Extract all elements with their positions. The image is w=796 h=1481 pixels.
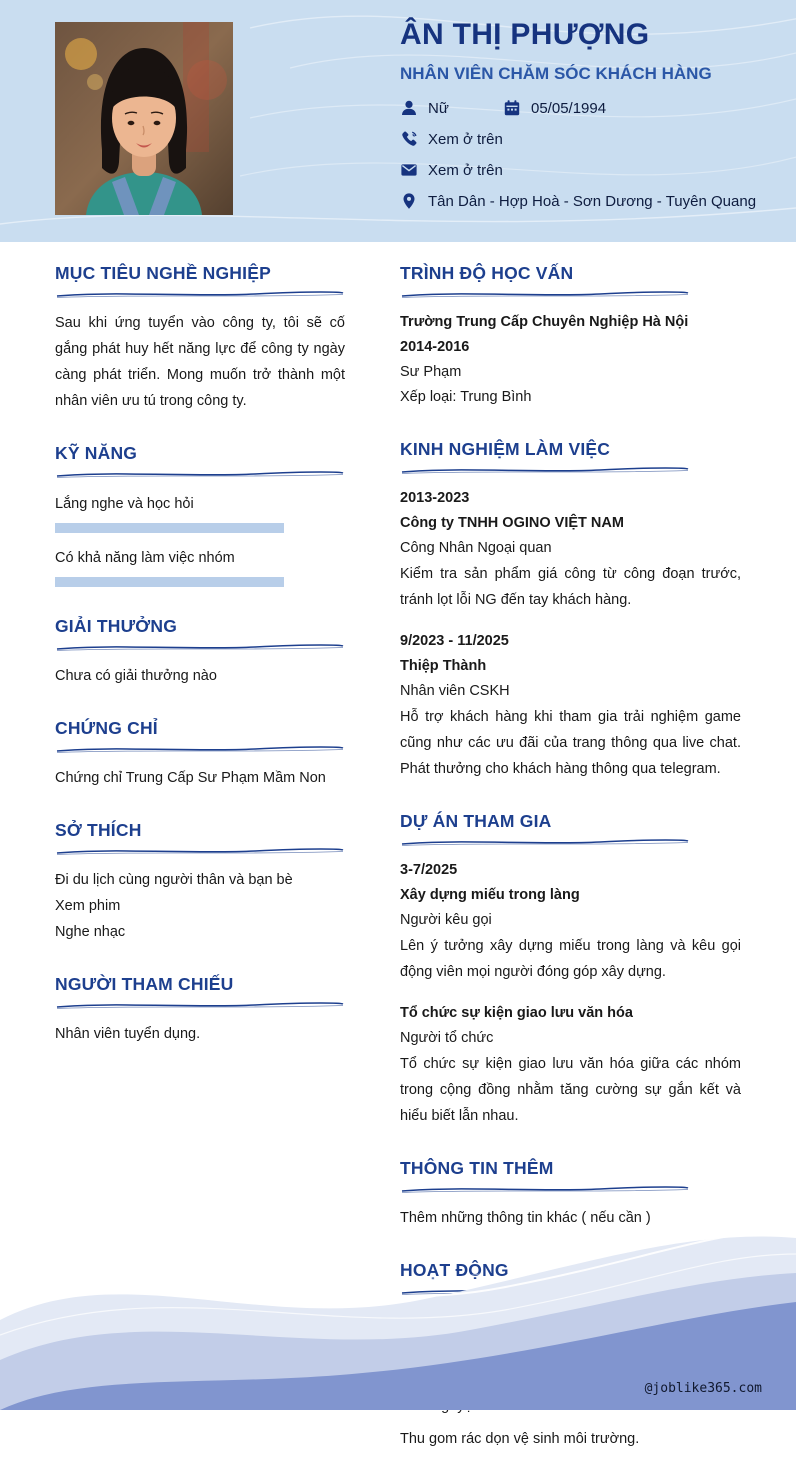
section-references [55,974,345,1047]
email-item [400,161,503,179]
skill-item [55,546,345,587]
experience-description: Kiểm tra sản phẩm giá công từ công đoạn trước, tránh lọt lỗi NG đến tay khách hàng. [400,566,741,608]
phone-item [400,130,503,148]
education-title: TRÌNH ĐỘ HỌC VẤN [400,263,574,283]
info-row-gender-dob [400,99,780,117]
activities-title: HOẠT ĐỘNG [400,1260,509,1280]
heading-underline [55,289,345,299]
person-icon [400,99,418,117]
experience-period: 2013-2023 [400,490,470,506]
dob-value: 05/05/1994 [531,99,607,117]
projects-title: DỰ ÁN THAM GIA [400,811,552,831]
experience-company: Thiệp Thành [400,658,487,674]
experience-entry [400,486,741,613]
certificates-text: Chứng chỉ Trung Cấp Sư Phạm Mầm Non [55,770,326,786]
heading-underline [400,465,690,475]
info-row-email [400,161,780,179]
project-entry [400,1001,741,1129]
awards-title: GIẢI THƯỞNG [55,616,178,636]
email-icon [400,161,418,179]
experience-description: Hỗ trợ khách hàng khi tham gia trải nghiệm game cũng như các ưu đãi của trang thông qua live chat. Phát thưởng cho khách hàng thông qua telegram. [400,709,741,777]
additional-info-title: THÔNG TIN THÊM [400,1158,554,1178]
skills-title: KỸ NĂNG [55,443,138,463]
heading-underline [55,846,345,856]
heading-underline [55,469,345,479]
section-objective [55,263,345,414]
hobbies-list [55,867,345,945]
heading-underline [55,642,345,652]
contact-info [400,99,780,210]
header [0,0,796,242]
references-title: NGƯỜI THAM CHIẾU [55,974,234,994]
profile-photo [55,22,233,215]
project-period: 3-7/2025 [400,862,458,878]
objective-text: Sau khi ứng tuyển vào công ty, tôi sẽ cố gắng phát huy hết năng lực để công ty ngày càng phát triển. Mong muốn trở thành một nhân viên ưu tú trong công ty. [55,315,345,409]
education-grade: Xếp loại: Trung Bình [400,389,532,405]
skill-bar [55,577,284,587]
awards-text: Chưa có giải thưởng nào [55,668,217,684]
job-title: NHÂN VIÊN CHĂM SÓC KHÁCH HÀNG [400,64,712,83]
phone-value: Xem ở trên [428,130,503,148]
skill-label: Có khả năng làm việc nhóm [55,550,235,566]
experience-company: Công ty TNHH OGINO VIỆT NAM [400,515,624,531]
section-awards [55,616,345,689]
info-row-address [400,192,780,210]
section-skills [55,443,345,587]
gender-item [400,99,503,117]
project-role: Người tổ chức [400,1030,494,1046]
skill-bar [55,523,284,533]
email-value: Xem ở trên [428,161,503,179]
address-item [400,192,756,210]
references-text: Nhân viên tuyển dụng. [55,1026,201,1042]
calendar-icon [503,99,521,117]
address-value: Tân Dân - Hợp Hoà - Sơn Dương - Tuyên Quang [428,192,757,210]
education-entry [400,310,741,410]
project-name: Xây dựng miếu trong làng [400,887,580,903]
education-major: Sư Phạm [400,364,462,380]
heading-underline [400,289,690,299]
certificates-title: CHỨNG CHỈ [55,718,158,738]
hobby-item: Đi du lịch cùng người thân và bạn bè [55,872,293,888]
header-text-block [400,18,780,210]
experience-entry [400,629,741,782]
left-column [55,263,345,1076]
location-pin-icon [400,192,418,210]
section-education [400,263,741,410]
skill-item [55,492,345,533]
footer-wave-decoration [0,1170,796,1410]
experience-role: Công Nhân Ngoại quan [400,540,552,556]
project-description: Lên ý tưởng xây dựng miếu trong làng và kêu gọi động viên mọi người đóng góp xây dựng. [400,938,741,980]
skill-label: Lắng nghe và học hỏi [55,496,194,512]
heading-underline [400,837,690,847]
section-projects [400,811,741,1129]
site-watermark: @joblike365.com [644,1381,762,1396]
hobby-item: Xem phim [55,898,121,914]
additional-info-text: Thêm những thông tin khác ( nếu cần ) [400,1210,651,1226]
dob-item [503,99,606,117]
hobbies-title: SỞ THÍCH [55,820,142,840]
section-hobbies [55,820,345,945]
project-role: Người kêu gọi [400,912,492,928]
school-name: Trường Trung Cấp Chuyên Nghiệp Hà Nội [400,314,689,330]
heading-underline [55,1000,345,1010]
profile-photo-illustration [55,22,233,215]
phone-icon [400,130,418,148]
experience-period: 9/2023 - 11/2025 [400,633,509,649]
project-name: Tổ chức sự kiện giao lưu văn hóa [400,1005,633,1021]
section-experience [400,439,741,782]
candidate-name: ÂN THỊ PHƯỢNG [400,18,650,51]
activities-line: Thu gom rác dọn vệ sinh môi trường. [400,1431,640,1447]
education-years: 2014-2016 [400,339,470,355]
heading-underline [55,744,345,754]
section-certificates [55,718,345,791]
info-row-phone [400,130,780,148]
gender-value: Nữ [428,99,449,117]
project-entry [400,858,741,985]
experience-title: KINH NGHIỆM LÀM VIỆC [400,439,611,459]
project-description: Tổ chức sự kiện giao lưu văn hóa giữa các nhóm trong cộng đồng nhằm tăng cường sự gắn kết và hiểu biết lẫn nhau. [400,1056,741,1124]
experience-role: Nhân viên CSKH [400,683,510,699]
hobby-item: Nghe nhạc [55,924,126,940]
objective-title: MỤC TIÊU NGHỀ NGHIỆP [55,263,271,283]
